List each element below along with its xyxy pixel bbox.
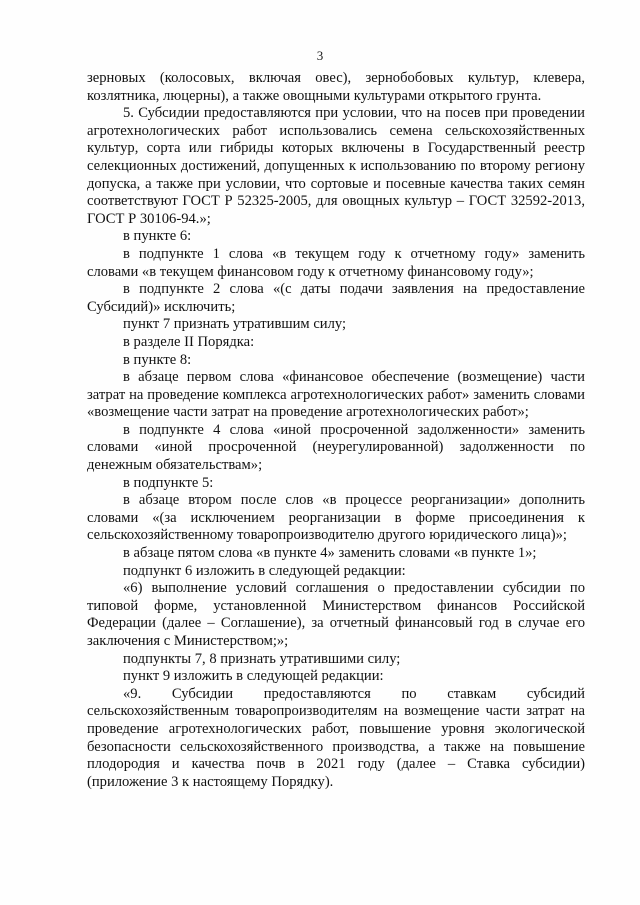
paragraph: в пункте 8: — [123, 351, 192, 368]
paragraph: подпункт 6 изложить в следующей редакции: — [123, 562, 406, 579]
paragraph: в абзаце втором после слов «в процессе реорганизации» дополнить словами «(за исключением реорганизации в форме присоединения к сельскохозяйственному товаропроизводителю другого юридического лица)»; — [87, 492, 585, 544]
paragraph: в подпункте 4 слова «иной просроченной задолженности» заменить словами «иной просроченной (неурегулированной) задолженности по денежным обязательствам»; — [87, 421, 585, 474]
paragraph: в абзаце первом слова «финансовое обеспечение (возмещение) части затрат на проведение комплекса агротехнологических работ» заменить словами «возмещение части затрат на проведение агротехнологических работ»; — [87, 369, 585, 421]
paragraph: в пункте 6: — [123, 228, 192, 245]
paragraph: в подпункте 5: — [123, 474, 214, 491]
page-number: 3 — [316, 48, 324, 63]
paragraph: «6) выполнение условий соглашения о предоставлении субсидии по типовой форме, установленной Министерством финансов Российской Федерации (далее – Соглашение), за отчетный финансовый год в случае его заключения с Министерством;»; — [87, 580, 585, 649]
paragraph: подпункты 7, 8 признать утратившими силу; — [123, 650, 401, 667]
paragraph: в абзаце пятом слова «в пункте 4» заменить словами «в пункте 1»; — [123, 545, 537, 562]
paragraph: зерновых (колосовых, включая овес), зернобобовых культур, клевера, козлятника, люцерны), а также овощными культурами открытого грунта. — [87, 70, 585, 104]
paragraph: в разделе II Порядка: — [123, 333, 255, 350]
paragraph: в подпункте 1 слова «в текущем году к отчетному году» заменить словами «в текущем финансовом году к отчетному финансовому году»; — [87, 245, 585, 280]
paragraph: пункт 9 изложить в следующей редакции: — [123, 668, 384, 685]
document-body — [87, 70, 585, 791]
paragraph: пункт 7 признать утратившим силу; — [123, 316, 347, 333]
paragraph: 5. Субсидии предоставляются при условии, что на посев при проведении агротехнологических работ использовались семена сельскохозяйственных культур, сорта или гибриды которых включены в Государственный реестр селекционных достижений, допущенных к использованию по второму региону допуска, а также при условии, что сортовые и посевные качества таких семян соответствуют ГОСТ Р 52325-2005, для овощных культур – ГОСТ 32592-2013, ГОСТ Р 30106-94.»; — [87, 105, 585, 227]
paragraph: в подпункте 2 слова «(с даты подачи заявления на предоставление Субсидий)» исключить; — [87, 281, 585, 315]
paragraph: «9. Субсидии предоставляются по ставкам субсидий сельскохозяйственным товаропроизводителям на возмещение части затрат на проведение агротехнологических работ, повышение уровня экологической безопасности сельскохозяйственного производства, а также на повышение плодородия и качества почв в 2021 году (далее – Ставка субсидии) (приложение 3 к настоящему Порядку). — [87, 685, 585, 790]
